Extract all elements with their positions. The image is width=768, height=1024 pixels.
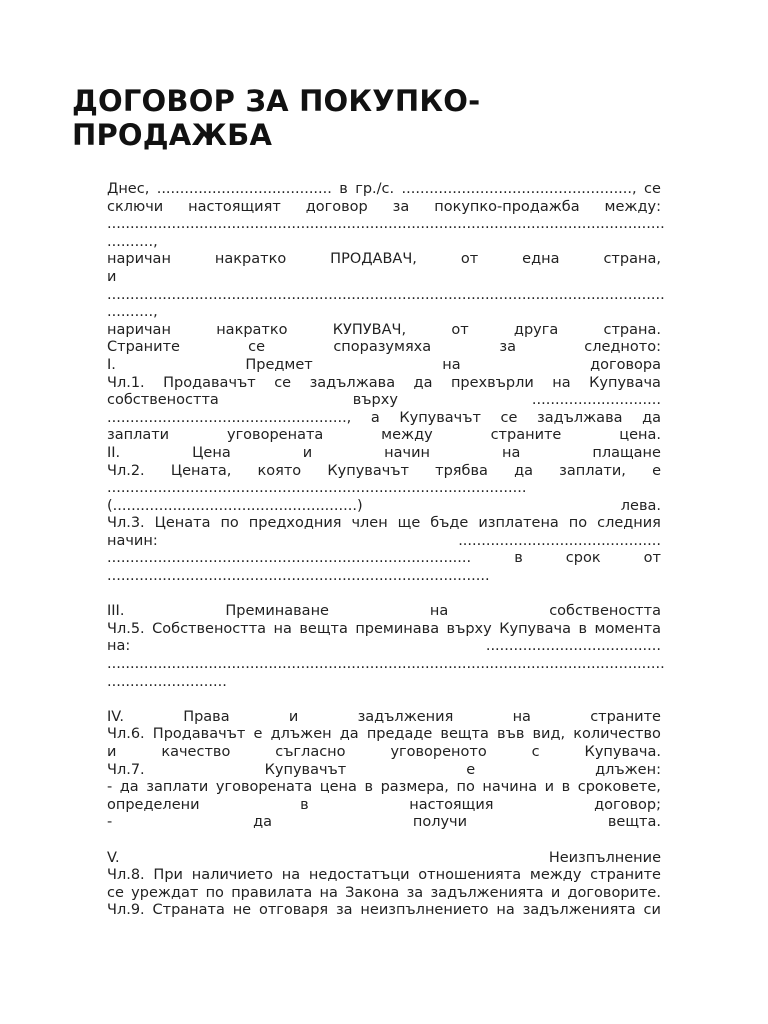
text-word: - xyxy=(107,814,113,831)
text-word: с xyxy=(531,744,540,760)
text-word: уговореното xyxy=(390,744,487,760)
text-word: наличието xyxy=(191,867,274,884)
text-word: страните xyxy=(490,427,562,444)
text-word: задължения xyxy=(357,708,454,725)
text-word: и xyxy=(544,779,555,796)
text-word: задълженията xyxy=(430,884,544,901)
text-line xyxy=(107,867,661,885)
text-word: вещта xyxy=(299,620,348,637)
text-word: една xyxy=(522,251,560,268)
text-word: в xyxy=(364,779,374,796)
text-word: да xyxy=(253,814,272,831)
text-word: ПРОДАВАЧ, xyxy=(330,251,417,268)
text-word: отношенията xyxy=(418,867,522,884)
text-word: заплати xyxy=(146,779,209,796)
text-word: във xyxy=(497,726,525,743)
text-word: лева. xyxy=(620,497,661,514)
text-word: ...................................... xyxy=(485,638,661,655)
text-word: и xyxy=(302,444,313,461)
text-word: от xyxy=(451,321,469,338)
text-word: за xyxy=(392,198,410,215)
text-word: .......................... xyxy=(107,673,227,690)
text-word: Чл.3. xyxy=(107,515,145,532)
text-word: договора xyxy=(590,356,661,373)
text-word: се xyxy=(500,409,518,426)
text-word: Чл.8. xyxy=(107,867,145,884)
text-word: Цена xyxy=(192,444,231,461)
text-word: по xyxy=(205,884,224,901)
text-word: върху xyxy=(446,620,492,637)
text-line xyxy=(107,902,661,920)
text-word: уреждат xyxy=(131,884,199,901)
text-line xyxy=(107,286,665,305)
text-line xyxy=(107,814,661,832)
text-word: предходния xyxy=(248,515,342,532)
text-word: неизпълнението xyxy=(360,902,489,919)
text-word: срок xyxy=(565,550,601,567)
text-word: е xyxy=(652,462,661,479)
text-word: страна. xyxy=(603,321,661,338)
text-word: наричан xyxy=(107,321,171,338)
text-word: страна, xyxy=(603,251,661,268)
text-word: за xyxy=(335,902,353,919)
text-word: качество xyxy=(161,744,231,760)
text-word: Купувачът xyxy=(327,462,409,479)
text-word: собствеността xyxy=(107,392,219,409)
text-line xyxy=(107,463,661,481)
text-word: трябва xyxy=(435,462,488,479)
text-word: Закона xyxy=(345,884,400,901)
text-word: си xyxy=(643,902,661,919)
text-word: Чл.6. xyxy=(107,726,145,743)
text-word: преминава xyxy=(355,620,440,637)
text-word: Страната xyxy=(152,902,225,919)
text-word: на xyxy=(273,620,292,637)
text-line xyxy=(107,744,661,762)
text-line xyxy=(107,709,661,727)
text-word: ............................................................................... xyxy=(107,550,472,567)
title-line-2: ПРОДАЖБА xyxy=(72,118,273,152)
text-word: V. xyxy=(107,849,120,866)
text-word: Страните xyxy=(107,339,180,356)
text-word: Преминаване xyxy=(225,603,329,620)
text-word: ...................................... xyxy=(156,181,332,197)
text-word: I. xyxy=(107,356,116,373)
text-line xyxy=(107,375,661,393)
text-word: .........., xyxy=(107,233,158,250)
text-word: на xyxy=(319,884,338,901)
text-word: определени xyxy=(107,796,200,813)
text-line xyxy=(107,304,661,322)
text-word: длъжен: xyxy=(595,761,661,778)
text-line xyxy=(107,269,661,287)
text-word: не xyxy=(232,902,252,919)
text-word: Собствеността xyxy=(152,620,267,637)
text-word: да xyxy=(413,374,433,391)
text-word: При xyxy=(153,867,183,884)
text-word: - xyxy=(107,779,113,796)
text-word: количество xyxy=(573,726,661,743)
text-line xyxy=(107,515,661,533)
text-line xyxy=(107,762,661,780)
text-word: бъде xyxy=(430,515,469,532)
text-word: и xyxy=(550,884,561,901)
text-line xyxy=(107,726,661,744)
text-word: Купувачът xyxy=(399,409,481,426)
text-line xyxy=(107,586,661,604)
text-word: покупко-продажба xyxy=(434,198,580,215)
text-line xyxy=(107,638,661,656)
text-word: страните xyxy=(590,867,661,884)
text-line xyxy=(107,480,661,498)
text-word: Днес, xyxy=(107,181,150,197)
text-line xyxy=(107,199,661,217)
text-word: IV. xyxy=(107,708,124,725)
text-word: II. xyxy=(107,444,121,461)
text-word: между xyxy=(381,427,433,444)
text-word: Цената xyxy=(154,515,211,532)
text-word: настоящия xyxy=(409,796,494,813)
text-line xyxy=(107,832,661,850)
text-line xyxy=(107,779,661,797)
text-word: ........................................................................................... xyxy=(107,480,527,497)
text-word: момента xyxy=(594,620,661,637)
text-word: се xyxy=(274,374,292,391)
text-word: (.....................................................) xyxy=(107,497,363,514)
text-word: следния xyxy=(597,515,661,532)
text-line xyxy=(107,568,661,586)
text-word: по xyxy=(220,515,239,532)
text-word: Цената, xyxy=(170,462,232,479)
text-word: вид, xyxy=(532,726,566,743)
text-word: уговорената xyxy=(215,779,313,796)
text-word: между: xyxy=(604,198,661,215)
text-word: ...................................................., xyxy=(107,409,352,426)
text-word: и xyxy=(107,744,117,760)
text-word: в xyxy=(300,796,309,813)
text-word: III. xyxy=(107,603,125,620)
text-word: ............................ xyxy=(531,392,661,409)
text-word: Чл.2. xyxy=(107,462,145,479)
text-word: на xyxy=(429,603,449,620)
text-line xyxy=(107,234,661,252)
text-word: длъжен xyxy=(270,726,332,743)
text-word: да xyxy=(339,726,359,743)
text-word: заплати, xyxy=(559,462,626,479)
text-word: член xyxy=(351,515,388,532)
text-word: в xyxy=(561,779,571,796)
text-word: собствеността xyxy=(549,603,661,620)
text-word: накратко xyxy=(214,251,287,268)
text-word: да xyxy=(119,779,139,796)
text-word: недостатъци xyxy=(308,867,410,884)
text-line xyxy=(107,885,661,903)
text-word: договорите. xyxy=(567,884,661,901)
title-line-1: ДОГОВОР ЗА ПОКУПКО- xyxy=(72,84,481,118)
text-line xyxy=(107,357,661,375)
document-title xyxy=(72,84,692,152)
text-word: Купувача. xyxy=(584,744,661,760)
text-word: прехвърли xyxy=(450,374,534,391)
text-word: на xyxy=(281,867,301,884)
text-word: да xyxy=(514,462,533,479)
text-line xyxy=(107,797,661,815)
text-word: задължава xyxy=(309,374,396,391)
text-line xyxy=(107,322,661,340)
text-word: предаде xyxy=(366,726,433,743)
text-word: върху xyxy=(352,392,398,409)
text-word: настоящият xyxy=(188,198,281,215)
text-word: съгласно xyxy=(275,744,346,760)
text-word: изплатена xyxy=(478,515,559,532)
text-word: отговаря xyxy=(258,902,329,919)
text-word: Чл.7. xyxy=(107,761,145,778)
text-word: заплати xyxy=(107,427,170,444)
text-word: плащане xyxy=(592,444,661,461)
text-word: ............................................ xyxy=(458,532,661,549)
text-word: Права xyxy=(183,708,230,725)
text-word: Купувачът xyxy=(264,761,347,778)
text-line xyxy=(107,181,661,199)
text-word: за xyxy=(406,884,424,901)
text-word: на: xyxy=(107,638,131,655)
text-word: споразумяха xyxy=(333,339,432,356)
text-word: размера, xyxy=(380,779,449,796)
text-word: страните xyxy=(590,708,661,725)
text-word: Чл.1. xyxy=(107,374,145,391)
text-word: вещта xyxy=(440,726,489,743)
text-word: за xyxy=(499,339,516,356)
text-word: е xyxy=(253,726,263,743)
text-word: Чл.5. xyxy=(107,620,145,637)
text-word: наричан xyxy=(107,251,171,268)
text-line xyxy=(107,533,661,551)
text-word: в xyxy=(514,550,523,567)
text-word: на xyxy=(552,374,571,391)
text-word: задълженията xyxy=(522,902,636,919)
text-line xyxy=(107,691,661,709)
text-word: ще xyxy=(397,515,421,532)
text-line xyxy=(107,550,661,568)
text-word: задължава xyxy=(536,409,623,426)
text-word: от xyxy=(460,251,479,268)
text-word: между xyxy=(529,867,582,884)
text-word: по xyxy=(568,515,588,532)
text-word: начин xyxy=(384,444,430,461)
text-word: договор xyxy=(305,198,368,215)
text-line xyxy=(107,427,661,445)
text-word: на xyxy=(496,902,515,919)
text-line xyxy=(107,251,661,269)
text-word: на xyxy=(502,444,521,461)
text-line xyxy=(107,445,661,463)
text-word: да xyxy=(642,409,661,426)
text-word: сроковете, xyxy=(577,779,661,796)
text-word: на xyxy=(442,356,461,373)
text-word: Купувача xyxy=(589,374,661,391)
text-word: ................................................................................... xyxy=(107,568,490,585)
text-word: е xyxy=(466,761,476,778)
text-word: правилата xyxy=(231,884,313,901)
contract-body xyxy=(107,181,665,920)
text-word: която xyxy=(257,462,302,479)
text-word: Продавачът xyxy=(152,726,246,743)
text-word: КУПУВАЧ, xyxy=(332,321,407,338)
text-line xyxy=(107,850,661,868)
text-word: .........., xyxy=(107,304,158,321)
text-word: вещта. xyxy=(607,814,661,831)
text-word: начин: xyxy=(107,532,158,549)
text-word: цена. xyxy=(619,427,661,444)
text-word: и xyxy=(288,708,299,725)
text-word: договор; xyxy=(594,796,661,813)
text-word: в xyxy=(339,181,348,197)
text-word: по xyxy=(456,779,475,796)
text-line xyxy=(107,656,665,674)
text-line xyxy=(107,216,665,234)
text-word: се xyxy=(644,181,661,197)
text-word: се xyxy=(107,884,124,901)
text-word: начина xyxy=(482,779,538,796)
text-word: сключи xyxy=(107,198,164,215)
text-word: следното: xyxy=(584,339,661,356)
text-word: от xyxy=(643,550,661,567)
text-word: Купувача xyxy=(499,620,572,637)
text-word: ......................................................................................................................... xyxy=(107,656,665,673)
text-line xyxy=(107,498,661,516)
text-line xyxy=(107,339,661,357)
text-word: а xyxy=(370,409,380,426)
text-word: накратко xyxy=(216,321,288,338)
text-word: цена xyxy=(319,779,357,796)
text-word: на xyxy=(512,708,531,725)
text-word: и xyxy=(107,268,117,285)
text-word: Предмет xyxy=(245,356,313,373)
text-line xyxy=(107,674,661,692)
text-word: Чл.9. xyxy=(107,902,145,919)
text-word: Неизпълнение xyxy=(548,849,661,866)
text-line xyxy=(107,392,661,410)
text-word: гр./с. xyxy=(355,181,395,197)
text-word: ......................................................................................................................... xyxy=(107,216,665,233)
text-line xyxy=(107,621,661,639)
text-word: ......................................................................................................................... xyxy=(107,286,665,303)
text-line xyxy=(107,410,661,428)
text-word: в xyxy=(578,620,588,637)
text-word: друга xyxy=(513,321,559,338)
text-word: уговорената xyxy=(226,427,324,444)
text-word: получи xyxy=(412,814,468,831)
text-word: .................................................., xyxy=(401,181,637,197)
text-word: Продавачът xyxy=(163,374,256,391)
text-word: се xyxy=(248,339,266,356)
text-line xyxy=(107,603,661,621)
